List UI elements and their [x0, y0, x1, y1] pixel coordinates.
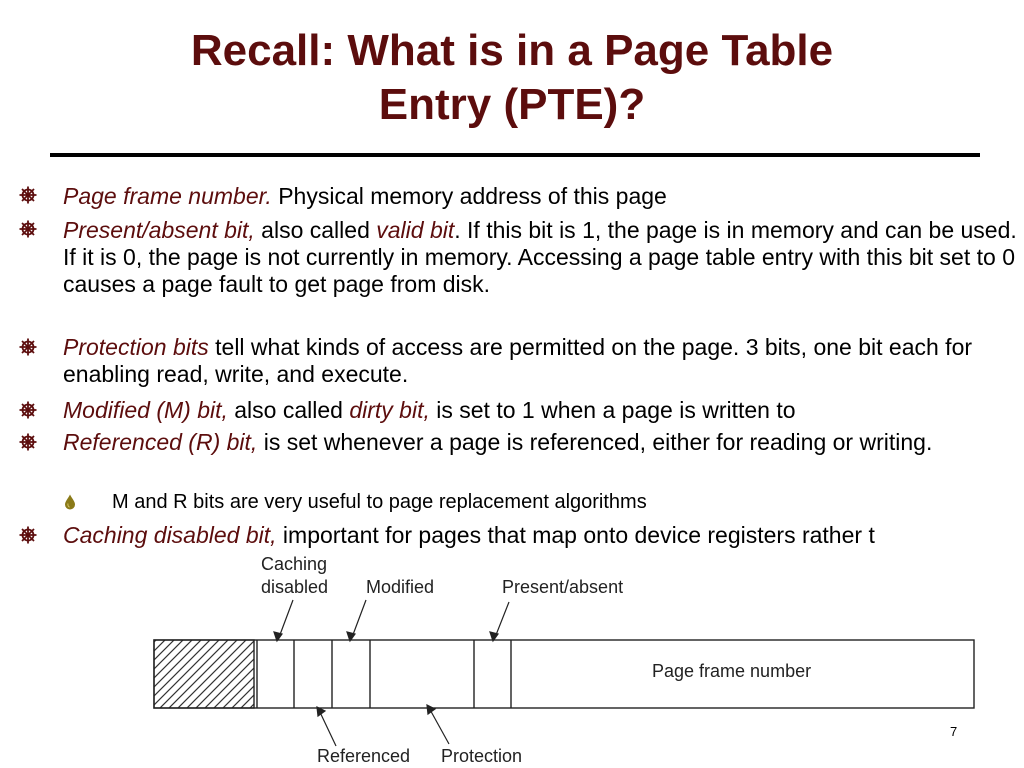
term-valid-bit: valid bit — [376, 217, 455, 243]
wheel-icon — [19, 526, 37, 544]
wheel-icon — [19, 186, 37, 204]
unused-bits-hatched — [154, 640, 254, 708]
sub-bullet-m-and-r — [112, 490, 992, 514]
page-number: 7 — [950, 724, 958, 739]
term-protection-bits: Protection bits — [63, 334, 209, 360]
sub-bullet-text: M and R bits are very useful to page replacement algorithms — [112, 491, 647, 513]
term-referenced-bit: Referenced (R) bit, — [63, 429, 258, 455]
pte-diagram — [140, 548, 990, 768]
label-protection: Protection — [441, 746, 523, 766]
slide-title — [0, 24, 1024, 132]
bullet-text: is set to 1 when a page is written to — [429, 397, 796, 423]
bullet-text: also called — [254, 217, 377, 243]
term-dirty-bit: dirty bit, — [349, 397, 430, 423]
bullet-text: is set whenever a page is referenced, either for reading or writing. — [257, 429, 933, 455]
bullet-page-frame-number — [63, 183, 1018, 210]
label-page-frame-number: Page frame number — [652, 661, 812, 681]
term-present-absent-bit: Present/absent bit, — [63, 217, 255, 243]
wheel-icon — [19, 433, 37, 451]
term-caching-disabled-bit: Caching disabled bit, — [63, 522, 277, 548]
title-line-1: Recall: What is in a Page Table — [190, 26, 834, 75]
label-referenced: Referenced — [317, 746, 411, 766]
term-page-frame-number: Page frame number. — [63, 183, 272, 209]
label-present-absent: Present/absent — [502, 577, 624, 597]
bullet-present-absent-bit — [63, 217, 1018, 298]
bullet-referenced-bit — [63, 429, 1018, 456]
bullet-text: important for pages that map onto device registers rather t — [276, 522, 875, 548]
bullet-text: also called — [227, 397, 350, 423]
label-caching-disabled-1: Caching — [261, 554, 328, 574]
label-modified: Modified — [366, 577, 435, 597]
bullet-text: Physical memory address of this page — [271, 183, 667, 209]
bullet-modified-bit — [63, 397, 1018, 424]
drop-icon — [64, 494, 76, 510]
bullet-text: . If this bit is 1, the page is in memory and can be used. If it is 0, the page is not currently in memory. Accessing a page table entry with this bit set to 0 causes a page fault to get page from disk. — [63, 217, 1017, 297]
wheel-icon — [19, 220, 37, 238]
term-modified-bit: Modified (M) bit, — [63, 397, 228, 423]
label-caching-disabled-2: disabled — [261, 577, 329, 597]
wheel-icon — [19, 338, 37, 356]
pte-outline — [154, 640, 974, 708]
title-line-2: Entry (PTE)? — [378, 80, 646, 129]
wheel-icon — [19, 401, 37, 419]
bullet-text: tell what kinds of access are permitted on the page. 3 bits, one bit each for enabling read, write, and execute. — [63, 334, 973, 387]
title-divider — [50, 153, 980, 157]
bullet-caching-disabled-bit — [63, 522, 1018, 549]
bullet-protection-bits — [63, 334, 1018, 388]
